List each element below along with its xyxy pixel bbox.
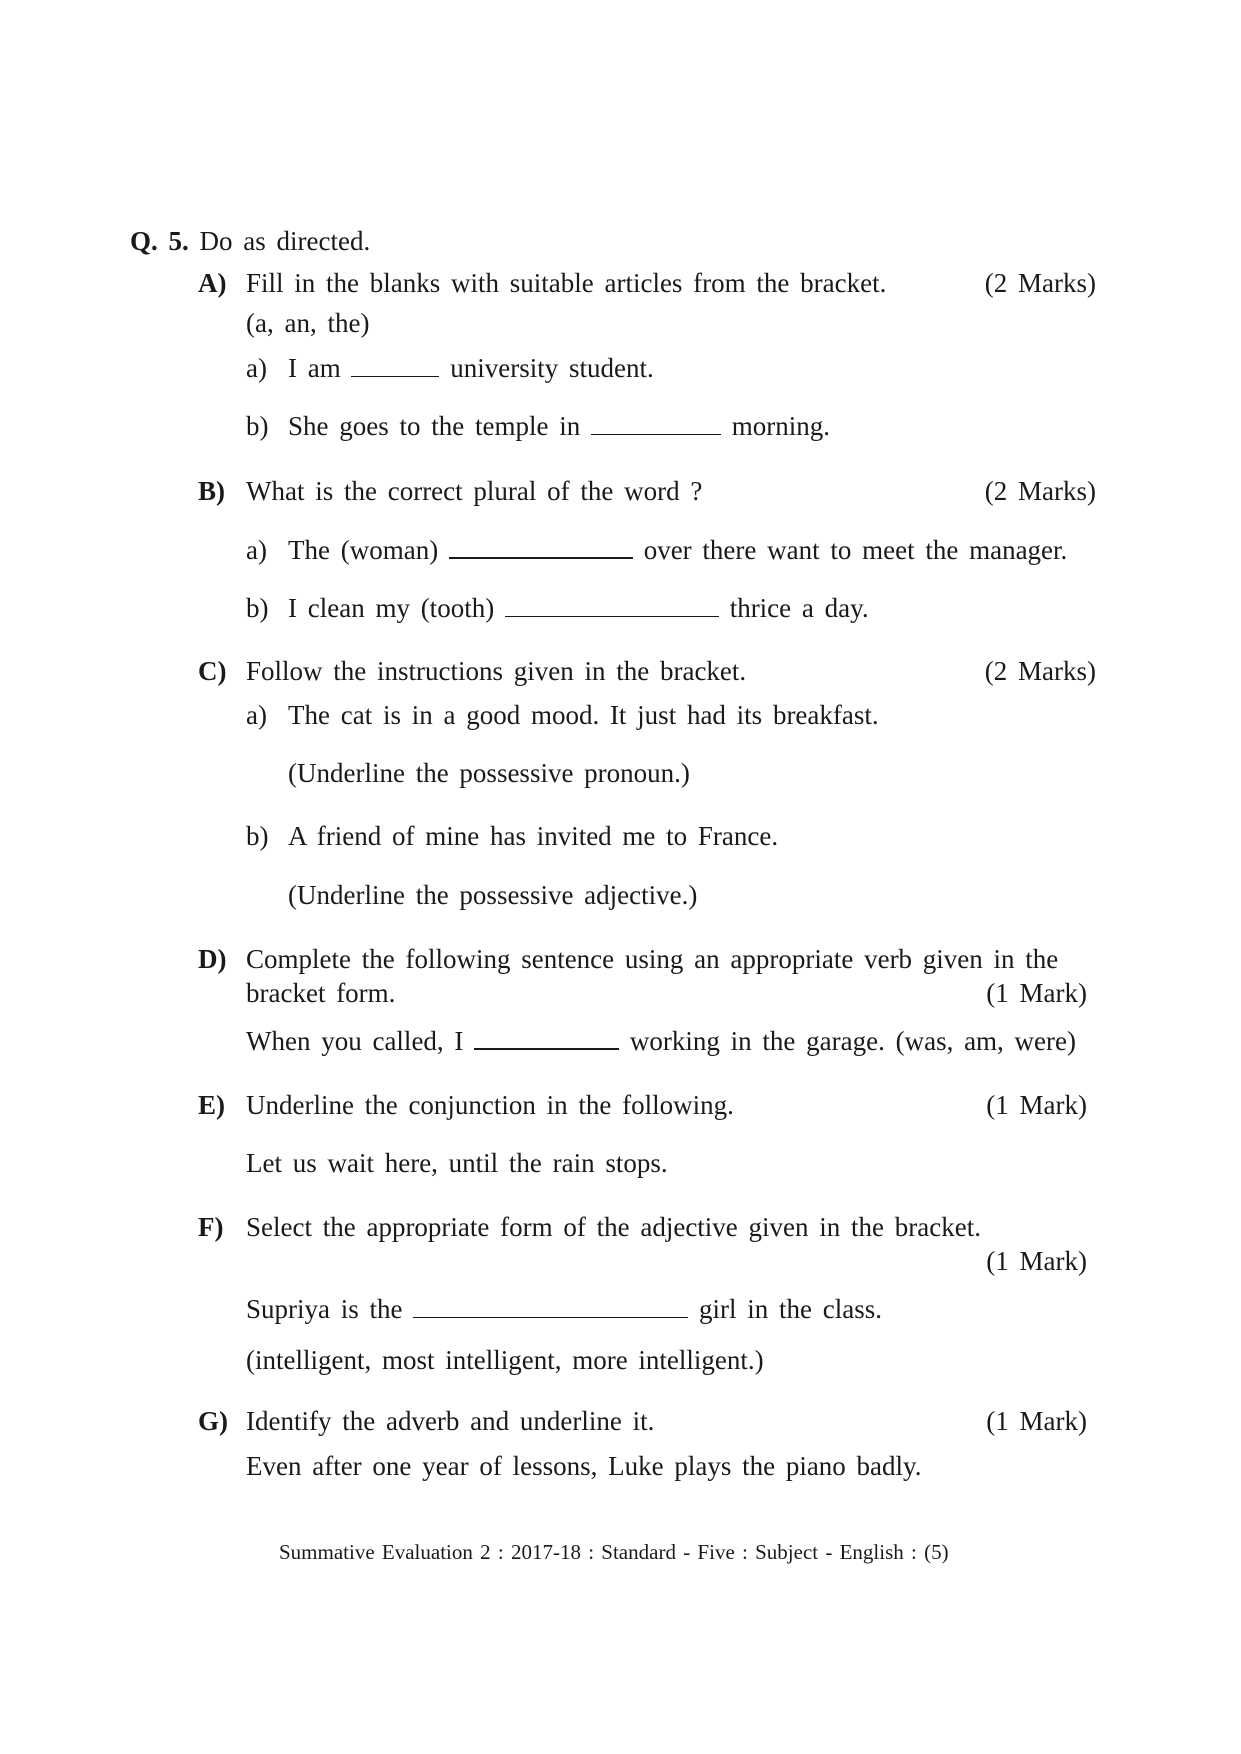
item-label: b) bbox=[246, 411, 269, 441]
page-footer: Summative Evaluation 2 : 2017-18 : Standard - Five : Subject - English : (5) bbox=[279, 1540, 949, 1564]
section-g-marks: (1 Mark) bbox=[986, 1406, 1087, 1436]
section-e-marks: (1 Mark) bbox=[986, 1090, 1087, 1120]
section-f-marks: (1 Mark) bbox=[986, 1246, 1087, 1276]
answer-blank[interactable] bbox=[413, 1311, 688, 1318]
section-f-sentence bbox=[246, 1296, 882, 1323]
question-heading bbox=[130, 228, 370, 255]
item-label: b) bbox=[246, 593, 269, 623]
section-b-instruction: What is the correct plural of the word ? bbox=[246, 476, 703, 506]
section-c-instruction: Follow the instructions given in the bracket. bbox=[246, 656, 747, 686]
item-label: b) bbox=[246, 821, 269, 851]
answer-blank[interactable] bbox=[474, 1042, 619, 1050]
section-a-marks: (2 Marks) bbox=[984, 268, 1096, 298]
section-a-options: (a, an, the) bbox=[246, 308, 370, 338]
item-text: A friend of mine has invited me to France. bbox=[288, 821, 779, 851]
item-text-after: morning. bbox=[731, 411, 830, 441]
question-number: Q. 5. bbox=[130, 226, 189, 256]
section-f-options: (intelligent, most intelligent, more intelligent.) bbox=[246, 1345, 764, 1375]
section-b-letter: B) bbox=[198, 476, 225, 506]
item-text-after: thrice a day. bbox=[729, 593, 869, 623]
section-e-letter: E) bbox=[198, 1090, 225, 1120]
section-c-item-a-note: (Underline the possessive pronoun.) bbox=[288, 758, 690, 788]
section-d-instruction: Complete the following sentence using an appropriate verb given in the bbox=[246, 944, 1059, 974]
section-b-marks: (2 Marks) bbox=[984, 476, 1096, 506]
section-a-letter: A) bbox=[198, 268, 227, 298]
item-text-after: university student. bbox=[450, 353, 654, 383]
item-text-before: Supriya is the bbox=[246, 1294, 403, 1324]
item-text-before: I am bbox=[288, 353, 341, 383]
section-d-sentence bbox=[246, 1028, 1076, 1055]
item-text-before: When you called, I bbox=[246, 1026, 464, 1056]
item-text-after: working in the garage. (was, am, were) bbox=[629, 1026, 1077, 1056]
question-title: Do as directed. bbox=[199, 226, 371, 256]
item-label: a) bbox=[246, 700, 267, 730]
section-g-letter: G) bbox=[198, 1406, 228, 1436]
section-d-instruction-cont: bracket form. bbox=[246, 978, 396, 1008]
section-c-letter: C) bbox=[198, 656, 227, 686]
section-c-item-b-note: (Underline the possessive adjective.) bbox=[288, 880, 698, 910]
item-text-before: I clean my (tooth) bbox=[288, 593, 495, 623]
answer-blank[interactable] bbox=[591, 428, 721, 435]
section-e-instruction: Underline the conjunction in the following. bbox=[246, 1090, 734, 1120]
item-text-before: The (woman) bbox=[288, 535, 439, 565]
section-e-sentence: Let us wait here, until the rain stops. bbox=[246, 1148, 668, 1178]
section-d-letter: D) bbox=[198, 944, 227, 974]
section-f-letter: F) bbox=[198, 1212, 224, 1242]
section-g-sentence: Even after one year of lessons, Luke plays the piano badly. bbox=[246, 1451, 922, 1481]
item-text-after: girl in the class. bbox=[699, 1294, 882, 1324]
section-d-marks: (1 Mark) bbox=[986, 978, 1087, 1008]
item-label: a) bbox=[246, 535, 267, 565]
section-c-item-a bbox=[246, 702, 879, 729]
section-a-item-b bbox=[246, 413, 830, 440]
item-text-after: over there want to meet the manager. bbox=[643, 535, 1068, 565]
section-a-instruction: Fill in the blanks with suitable articles from the bracket. bbox=[246, 268, 887, 298]
item-text-before: She goes to the temple in bbox=[288, 411, 581, 441]
answer-blank[interactable] bbox=[351, 370, 439, 377]
item-text: The cat is in a good mood. It just had its breakfast. bbox=[288, 700, 879, 730]
section-c-item-b bbox=[246, 823, 778, 850]
section-b-item-b bbox=[246, 595, 869, 622]
item-label: a) bbox=[246, 353, 267, 383]
section-f-instruction: Select the appropriate form of the adjective given in the bracket. bbox=[246, 1212, 981, 1242]
section-a-item-a bbox=[246, 355, 654, 382]
section-g-instruction: Identify the adverb and underline it. bbox=[246, 1406, 655, 1436]
answer-blank[interactable] bbox=[505, 610, 719, 617]
section-b-item-a bbox=[246, 537, 1067, 564]
section-c-marks: (2 Marks) bbox=[984, 656, 1096, 686]
answer-blank[interactable] bbox=[449, 551, 633, 559]
